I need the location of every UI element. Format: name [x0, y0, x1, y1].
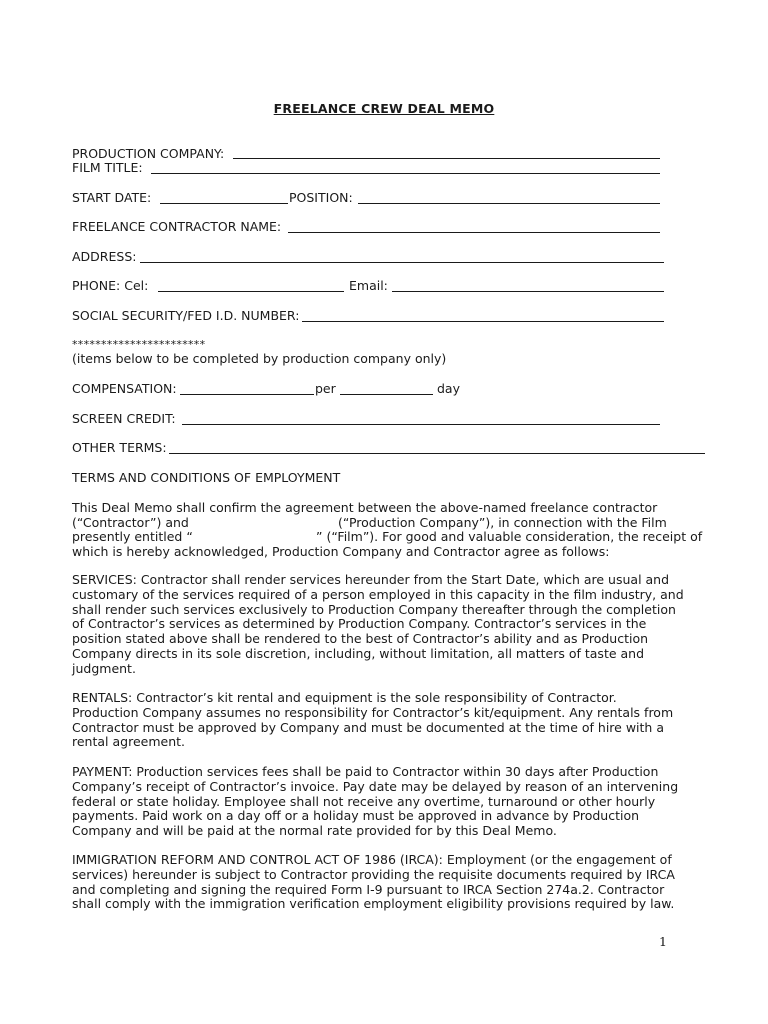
compensation-period-field[interactable] [340, 394, 433, 395]
start-date-field[interactable] [160, 203, 288, 204]
address-field[interactable] [140, 262, 664, 263]
ssn-label: SOCIAL SECURITY/FED I.D. NUMBER: [72, 308, 300, 323]
page-number: 1 [659, 934, 667, 949]
production-company-label: PRODUCTION COMPANY: [72, 146, 225, 161]
phone-field[interactable] [158, 291, 344, 292]
separator: *********************** [72, 338, 206, 351]
contractor-name-field[interactable] [288, 232, 660, 233]
address-label: ADDRESS: [72, 249, 137, 264]
rentals-line: RENTALS: Contractor’s kit rental and equipment is the sole responsibility of Contractor. [72, 690, 617, 705]
other-terms-label: OTHER TERMS: [72, 440, 167, 455]
intro-line-2b: (“Production Company”), in connection with the Film [338, 515, 667, 530]
film-title-label: FILM TITLE: [72, 160, 143, 175]
page-title: FREELANCE CREW DEAL MEMO [273, 101, 495, 116]
position-label: POSITION: [289, 190, 353, 205]
intro-line-3a: presently entitled “ [72, 529, 193, 544]
contractor-name-label: FREELANCE CONTRACTOR NAME: [72, 219, 282, 234]
screen-credit-label: SCREEN CREDIT: [72, 411, 176, 426]
irca-paragraph [72, 853, 702, 912]
irca-line: shall comply with the immigration verification employment eligibility provisions required by law. [72, 896, 675, 912]
irca-line: IMMIGRATION REFORM AND CONTROL ACT OF 1986 (IRCA): Employment (or the engagement of [72, 852, 672, 867]
position-field[interactable] [358, 203, 660, 204]
compensation-amount-field[interactable] [180, 394, 314, 395]
payment-line: PAYMENT: Production services fees shall be paid to Contractor within 30 days after Production [72, 764, 659, 779]
services-line: judgment. [72, 660, 136, 676]
rentals-paragraph [72, 691, 702, 750]
rentals-line: rental agreement. [72, 734, 185, 750]
rentals-line: Contractor must be approved by Company and must be documented at the time of hire with a [72, 719, 664, 735]
services-line: SERVICES: Contractor shall render services hereunder from the Start Date, which are usual and [72, 572, 670, 587]
services-paragraph [72, 573, 702, 677]
screen-credit-field[interactable] [182, 424, 660, 425]
irca-line: and completing and signing the required Form I-9 pursuant to IRCA Section 274a.2. Contractor [72, 881, 665, 897]
services-line: Company directs in its sole discretion, including, without limitation, all matters of taste and [72, 645, 645, 661]
intro-line-1: This Deal Memo shall confirm the agreement between the above-named freelance contractor [72, 500, 658, 515]
production-company-field[interactable] [233, 158, 660, 159]
intro-line-4: which is hereby acknowledged, Production Company and Contractor agree as follows: [72, 544, 610, 559]
compensation-day-label: day [437, 381, 460, 396]
intro-line-2a: (“Contractor”) and [72, 515, 189, 530]
ssn-field[interactable] [302, 321, 664, 322]
payment-line: payments. Paid work on a day off or a holiday must be approved in advance by Production [72, 808, 640, 824]
phone-label: PHONE: Cel: [72, 278, 149, 293]
services-line: position stated above shall be rendered to the best of Contractor’s ability and as Production [72, 631, 649, 647]
services-line: shall render such services exclusively to Production Company thereafter through the completion [72, 601, 676, 617]
irca-line: services) hereunder is subject to Contractor providing the requisite documents required by IRCA [72, 866, 675, 882]
film-title-field[interactable] [151, 173, 660, 174]
intro-line-3b: ” (“Film”). For good and valuable consideration, the receipt of [316, 529, 703, 544]
payment-line: Company and will be paid at the normal rate provided for by this Deal Memo. [72, 823, 557, 839]
email-label: Email: [349, 278, 388, 293]
start-date-label: START DATE: [72, 190, 152, 205]
payment-line: Company’s receipt of Contractor’s invoice. Pay date may be delayed by reason of an intervening [72, 778, 679, 794]
services-line: customary of the services required of a person employed in this capacity in the film industry, and [72, 586, 684, 602]
email-field[interactable] [392, 291, 664, 292]
rentals-line: Production Company assumes no responsibility for Contractor’s kit/equipment. Any rentals from [72, 704, 674, 720]
services-line: of Contractor’s services as determined by Production Company. Contractor’s services in the [72, 616, 647, 632]
company-only-note: (items below to be completed by production company only) [72, 351, 447, 366]
terms-heading: TERMS AND CONDITIONS OF EMPLOYMENT [72, 470, 341, 485]
payment-paragraph [72, 765, 702, 839]
other-terms-field[interactable] [169, 453, 705, 454]
payment-line: federal or state holiday. Employee shall not receive any overtime, turnaround or other hourly [72, 793, 656, 809]
compensation-label: COMPENSATION: [72, 381, 177, 396]
compensation-per-label: per [315, 381, 336, 396]
